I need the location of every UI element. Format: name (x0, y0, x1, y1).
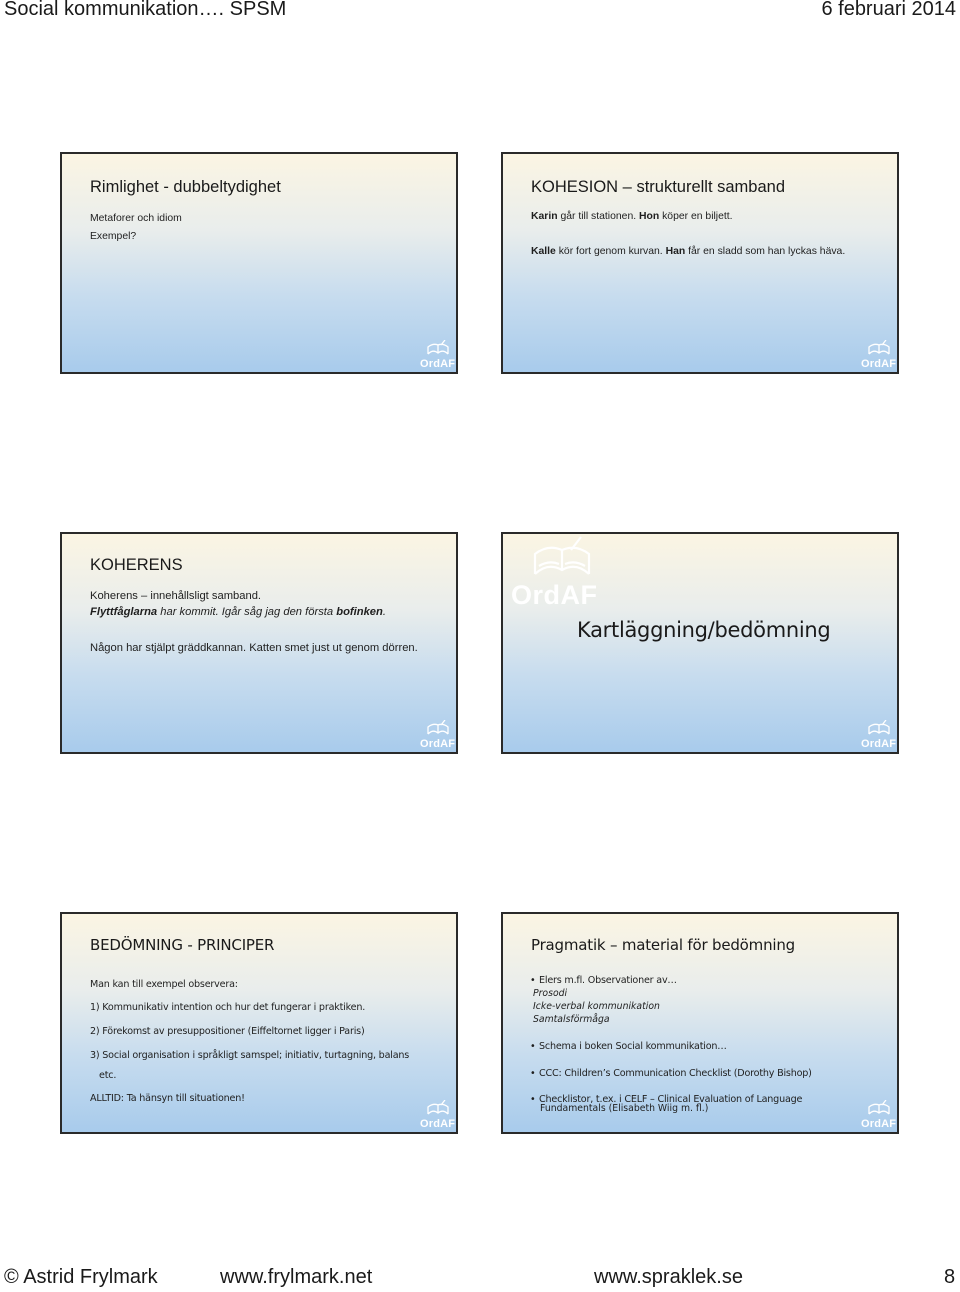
logo-text: OrdAF (420, 358, 456, 370)
slide-title: BEDÖMNING - PRINCIPER (90, 936, 275, 954)
slide-rimlighet (60, 152, 458, 374)
book-icon (426, 720, 450, 738)
logo-text: OrdAF (511, 580, 598, 610)
slide-text: Flyttfåglarna har kommit. Igår såg jag den första bofinken. (90, 606, 386, 618)
header-date: 6 februari 2014 (821, 0, 956, 20)
footer-link-frylmark[interactable]: www.frylmark.net (220, 1266, 373, 1288)
slide-text: Exempel? (90, 231, 137, 242)
book-icon (531, 536, 593, 580)
slide-koherens (60, 532, 458, 754)
slide-title: KOHERENS (90, 556, 183, 574)
sub-item: Samtalsförmåga (533, 1014, 610, 1025)
slide-text: 2) Förekomst av presuppositioner (Eiffeltornet ligger i Paris) (90, 1026, 365, 1037)
book-icon (867, 1100, 891, 1118)
bullet-item: • Elers m.fl. Observationer av… (531, 975, 677, 986)
slide-text: Man kan till exempel observera: (90, 979, 238, 990)
logo-text: OrdAF (861, 738, 897, 750)
bullet-item: • Schema i boken Social kommunikation… (531, 1041, 727, 1052)
book-icon (867, 720, 891, 738)
logo-text: OrdAF (861, 1118, 897, 1130)
slide-kartlaggning (501, 532, 899, 754)
book-icon (426, 1100, 450, 1118)
ordaf-logo-large (511, 536, 601, 610)
ordaf-logo (420, 1100, 456, 1130)
slide-title: Kartläggning/bedömning (577, 618, 831, 642)
slide-title: Pragmatik – material för bedömning (531, 936, 795, 954)
ordaf-logo (861, 720, 897, 750)
slide-text: etc. (99, 1070, 117, 1081)
slide-text: Koherens – innehållsligt samband. (90, 590, 262, 602)
slide-text: Kalle kör fort genom kurvan. Han får en sladd som han lyckas häva. (531, 246, 846, 257)
footer-link-spraklek[interactable]: www.spraklek.se (594, 1266, 743, 1288)
slide-text: Karin går till stationen. Hon köper en biljett. (531, 211, 733, 222)
page-header (0, 0, 960, 26)
slide-text: ALLTID: Ta hänsyn till situationen! (90, 1093, 245, 1104)
book-icon (426, 340, 450, 358)
slide-kohesion (501, 152, 899, 374)
logo-text: OrdAF (420, 738, 456, 750)
slide-text: Någon har stjälpt gräddkannan. Katten smet just ut genom dörren. (90, 642, 418, 654)
page-number: 8 (944, 1266, 956, 1288)
slide-title: KOHESION – strukturellt samband (531, 178, 786, 196)
footer-copyright: © Astrid Frylmark (4, 1266, 158, 1288)
slide-bedomning-principer (60, 912, 458, 1134)
slide-pragmatik (501, 912, 899, 1134)
bullet-item: • Checklistor, t.ex. i CELF – Clinical Evaluation of Language (531, 1094, 802, 1105)
bullet-item: • CCC: Children’s Communication Checklist (Dorothy Bishop) (531, 1068, 812, 1079)
logo-text: OrdAF (420, 1118, 456, 1130)
ordaf-logo (420, 720, 456, 750)
sub-item: Icke-verbal kommunikation (533, 1001, 660, 1012)
book-icon (867, 340, 891, 358)
ordaf-logo (861, 1100, 897, 1130)
slide-text: 3) Social organisation i språkligt samspel; initiativ, turtagning, balans (90, 1050, 410, 1061)
sub-item: Prosodi (533, 988, 568, 999)
header-title: Social kommunikation…. SPSM (4, 0, 287, 20)
slide-text: 1) Kommunikativ intention och hur det fungerar i praktiken. (90, 1002, 366, 1013)
page-footer (0, 1266, 960, 1292)
logo-text: OrdAF (861, 358, 897, 370)
slide-text: Metaforer och idiom (90, 213, 182, 224)
ordaf-logo (861, 340, 897, 370)
bullet-continuation: Fundamentals (Elisabeth Wiig m. fl.) (540, 1103, 709, 1114)
ordaf-logo (420, 340, 456, 370)
slide-title: Rimlighet - dubbeltydighet (90, 178, 281, 196)
